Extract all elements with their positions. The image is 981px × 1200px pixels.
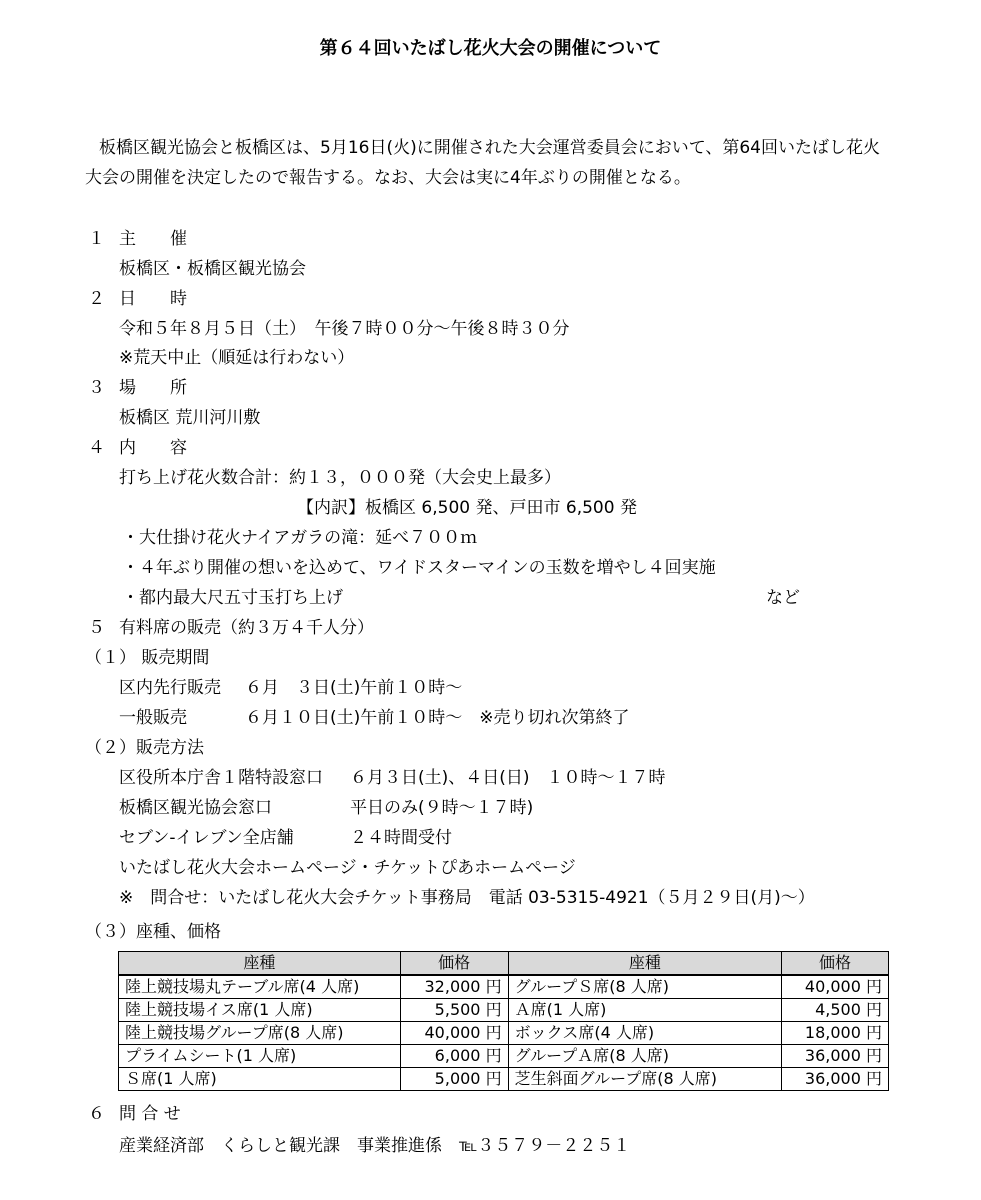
- table-header: 座種: [508, 952, 782, 976]
- table-row: [119, 999, 889, 1022]
- sale-method-label: セブン-イレブン全店舗: [119, 828, 294, 848]
- bullet-item: ・大仕掛け花火ナイアガラの滝：延べ７００ｍ: [122, 528, 478, 548]
- bullet-item: ・４年ぶり開催の想いを込めて、ワイドスターマインの玉数を増やし４回実施: [122, 558, 716, 578]
- subsection-label: （２）販売方法: [85, 738, 204, 758]
- section-text: 板橋区 荒川河川敷: [119, 408, 261, 428]
- sale-method-text: いたばし花火大会ホームページ・チケットぴあホームページ: [119, 858, 576, 878]
- seat-type: Ｓ席(1 人席): [119, 1068, 401, 1091]
- seat-price: 5,000 円: [400, 1068, 508, 1091]
- sale-period-label: 一般販売: [119, 708, 187, 728]
- section-text: ※荒天中止（順延は行わない）: [119, 348, 355, 368]
- seat-price: 5,500 円: [400, 999, 508, 1022]
- section-number: ６: [88, 1104, 105, 1124]
- section-number: ２: [88, 289, 105, 309]
- seat-price: 36,000 円: [782, 1068, 889, 1091]
- section-heading: 場 所: [119, 378, 187, 398]
- sale-method-label: 区役所本庁舎１階特設窓口: [119, 768, 323, 788]
- seat-type: Ａ席(1 人席): [508, 999, 782, 1022]
- sale-period-label: 区内先行販売: [119, 678, 221, 698]
- section-number: ４: [88, 438, 105, 458]
- table-header-row: [119, 952, 889, 976]
- contact-text: 産業経済部 くらしと観光課 事業推進係 ℡３５７９－２２５１: [119, 1136, 631, 1156]
- section-heading: 有料席の販売（約３万４千人分）: [119, 618, 374, 638]
- sale-method-value: ６月３日(土)、４日(日) １０時～１７時: [350, 768, 666, 788]
- seat-type: プライムシート(1 人席): [119, 1045, 401, 1068]
- subsection-label: （１） 販売期間: [85, 648, 210, 668]
- section-text: 板橋区・板橋区観光協会: [119, 259, 306, 279]
- table-row: [119, 1068, 889, 1091]
- table-header: 価格: [400, 952, 508, 976]
- section-heading: 主 催: [119, 229, 187, 249]
- etc-text: など: [766, 588, 800, 608]
- seat-price: 32,000 円: [400, 975, 508, 999]
- section-heading: 日 時: [119, 289, 187, 309]
- sale-period-value: ６月１０日(土)午前１０時～ ※売り切れ次第終了: [245, 708, 630, 728]
- seat-price: 18,000 円: [782, 1022, 889, 1045]
- sale-method-label: 板橋区観光協会窓口: [119, 798, 272, 818]
- table-header: 価格: [782, 952, 889, 976]
- document-title: 第６４回いたばし花火大会の開催について: [319, 38, 662, 59]
- seat-price: 40,000 円: [400, 1022, 508, 1045]
- seat-type: 芝生斜面グループ席(8 人席): [508, 1068, 782, 1091]
- bullet-item: ・都内最大尺五寸玉打ち上げ: [122, 588, 343, 608]
- sale-period-value: ６月 ３日(土)午前１０時～: [245, 678, 463, 698]
- section-heading: 問 合 せ: [119, 1104, 181, 1124]
- section-heading: 内 容: [119, 438, 187, 458]
- table-row: [119, 975, 889, 999]
- seat-price: 40,000 円: [782, 975, 889, 999]
- section-number: １: [88, 229, 105, 249]
- seat-type: グループＳ席(8 人席): [508, 975, 782, 999]
- seat-price: 4,500 円: [782, 999, 889, 1022]
- seat-type: ボックス席(4 人席): [508, 1022, 782, 1045]
- intro-paragraph: 板橋区観光協会と板橋区は、5月16日(火)に開催された大会運営委員会において、第64回いたばし花火大会の開催を決定したので報告する。なお、大会は実に4年ぶりの開催となる。: [85, 138, 881, 188]
- seat-price-table: [118, 951, 889, 1091]
- subsection-label: （３）座種、価格: [85, 922, 221, 942]
- breakdown-text: 【内訳】板橋区 6,500 発、戸田市 6,500 発: [297, 498, 637, 518]
- section-text: 令和５年８月５日（土） 午後７時００分～午後８時３０分: [119, 319, 570, 339]
- seat-type: 陸上競技場イス席(1 人席): [119, 999, 401, 1022]
- sale-method-value: ２４時間受付: [350, 828, 452, 848]
- table-header: 座種: [119, 952, 401, 976]
- seat-type: グループＡ席(8 人席): [508, 1045, 782, 1068]
- inquiry-note: ※ 問合せ：いたばし花火大会チケット事務局 電話 03-5315-4921（５月２９日(月)～）: [119, 888, 815, 908]
- section-number: ５: [88, 618, 105, 638]
- section-text: 打ち上げ花火数合計：約１３，０００発（大会史上最多）: [119, 468, 561, 488]
- seat-price: 36,000 円: [782, 1045, 889, 1068]
- section-number: ３: [88, 378, 105, 398]
- table-row: [119, 1045, 889, 1068]
- seat-price: 6,000 円: [400, 1045, 508, 1068]
- sale-method-value: 平日のみ(９時～１７時): [350, 798, 534, 818]
- table-row: [119, 1022, 889, 1045]
- seat-type: 陸上競技場グループ席(8 人席): [119, 1022, 401, 1045]
- seat-type: 陸上競技場丸テーブル席(4 人席): [119, 975, 401, 999]
